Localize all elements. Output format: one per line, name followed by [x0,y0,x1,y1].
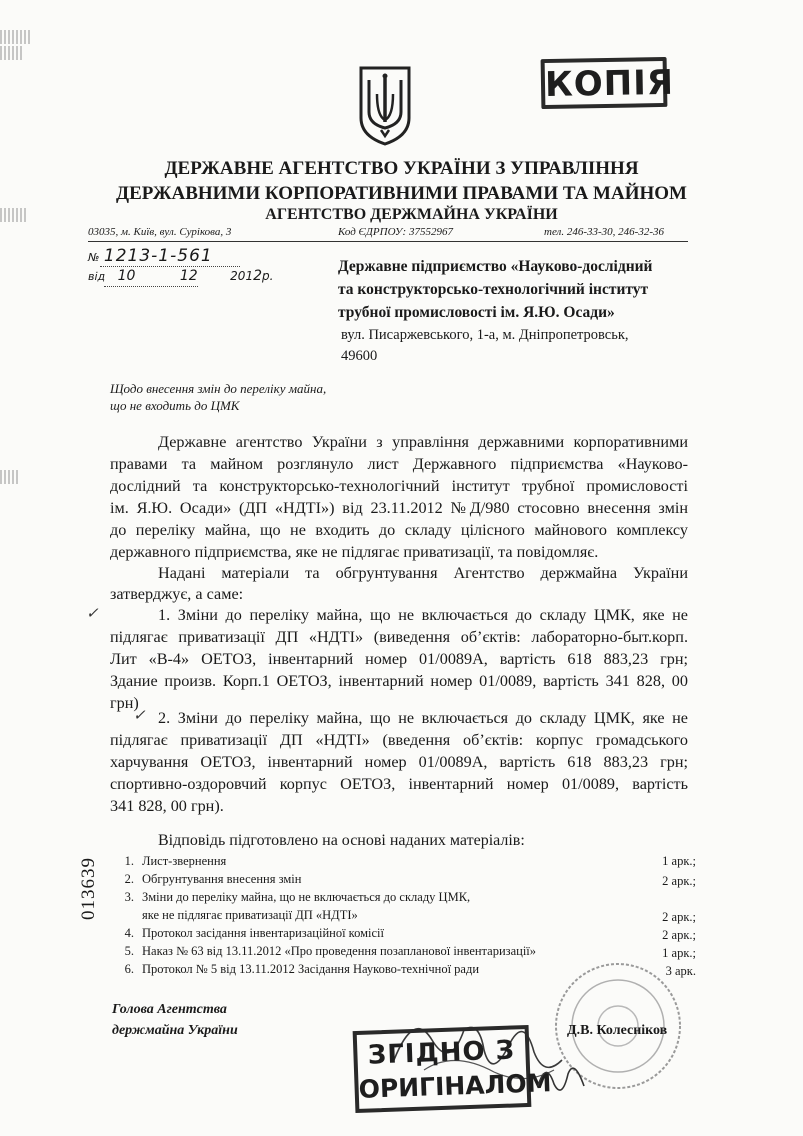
attachment-pages: 1 арк.; [662,946,696,960]
scan-edge-mark [0,470,20,484]
attachment-number: 6. [124,962,134,976]
agency-name-line-2: ДЕРЖАВНИМИ КОРПОРАТИВНИМИ ПРАВАМИ ТА МАЙНОМ [116,183,687,204]
checkmark-icon: ✓ [86,606,99,622]
subject-line-1: Щодо внесення змін до переліку майна, [110,381,327,396]
attachment-pages: 2 арк.; [662,874,696,888]
registration-number: № 1213-1-561 [88,246,213,266]
item-1-line: підлягає приватизації ДП «НДТІ» (виведення об’єктів: лабораторно-быт.корп. [110,628,688,646]
attachment-title: Наказ № 63 від 13.11.2012 «Про проведення позапланової інвентаризації» [142,944,537,958]
subject-line-2: що не входить до ЦМК [110,398,240,413]
certified-copy-stamp [353,1025,552,1113]
item-1-line: 1. Зміни до переліку майна, що не включається до складу ЦМК, яке не [158,606,688,624]
body-line: ім. Я.Ю. Осади» (ДП «НДТІ») від 23.11.2012 №Д/980 стосовно внесення змін [110,499,688,517]
attachment-number: 5. [124,944,134,958]
attachment-number: 1. [124,854,134,868]
registration-date: від 10 12 2012р. [88,268,274,284]
signatory-title-line-1: Голова Агентства [112,1002,227,1017]
item-1-line: Здание произв. Корп.1 ОЕТОЗ, інвентарний номер 01/0089, вартість 341 828, 00 [110,672,688,690]
recipient-address: вул. Писаржевського, 1-а, м. Дніпропетровськ, [341,327,629,343]
body-line: Надані матеріали та обгрунтування Агентство держмайна України [158,564,688,582]
body-line: дослідний та конструкторсько-технологічний інститут трубної промисловості [110,477,688,495]
coat-of-arms-icon [355,64,415,148]
item-1-line: грн) [110,694,139,712]
agency-address: 03035, м. Київ, вул. Сурікова, 3 [88,226,232,238]
side-registration-number: 013639 [78,857,99,920]
item-2-line: 341 828, 00 грн). [110,797,224,815]
item-2-line: харчування ОЕТОЗ, інвентарний номер 01/0089А, вартість 618 883,23 грн; [110,753,688,771]
certified-copy-stamp-line-2: ОРИГІНАЛОМ [358,1068,552,1104]
recipient-line-2: та конструкторсько-технологічний інститут [338,281,649,298]
body-line: до переліку майна, що не входить до складу цілісного майнового комплексу [110,521,688,539]
agency-phones: тел. 246-33-30, 246-32-36 [544,226,665,238]
attachment-number: 3. [124,890,134,904]
registration-number-line [100,266,240,267]
attachment-number: 2. [124,872,134,886]
attachment-pages: 3 арк. [665,964,696,978]
attachment-title: Протокол № 5 від 13.11.2012 Засідання Науково-технічної ради [142,962,480,976]
attachment-pages: 1 арк.; [662,854,696,868]
attachment-title: Лист-звернення [142,854,227,868]
scan-edge-mark [0,46,22,60]
body-line: державного підприємства, яке не підлягає приватизації, та повідомляє. [110,543,599,561]
copy-stamp: КОПІЯ [541,57,668,109]
attachments-intro: Відповідь підготовлено на основі наданих матеріалів: [158,832,525,849]
recipient-line-1: Державне підприємство «Науково-дослідний [338,258,653,275]
body-line: затверджує, а саме: [110,585,244,603]
registration-date-line [104,286,198,287]
attachment-pages: 2 арк.; [662,910,696,924]
agency-short-name: АГЕНТСТВО ДЕРЖМАЙНА УКРАЇНИ [265,206,558,223]
attachment-title-cont: яке не підлягає приватизації ДП «НДТІ» [142,908,358,922]
attachment-title: Зміни до переліку майна, що не включається до складу ЦМК, [142,890,471,904]
body-line: Державне агентство України з управління державними корпоративними [158,433,688,451]
agency-edrpou: Код ЄДРПОУ: 37552967 [338,226,453,238]
item-2-line: 2. Зміни до переліку майна, що не включається до складу ЦМК, яке не [158,709,688,727]
scan-edge-mark [0,30,30,44]
body-line: правами та майном розглянуло лист Державного підприємства «Науково- [110,455,688,473]
agency-name-line-1: ДЕРЖАВНЕ АГЕНТСТВО УКРАЇНИ З УПРАВЛІННЯ [164,158,639,179]
attachment-number: 4. [124,926,134,940]
recipient-line-3: трубної промисловості ім. Я.Ю. Осади» [338,304,615,321]
item-2-line: спортивно-оздоровчий корпус ОЕТОЗ, інвентарний номер 01/0089, вартість [110,775,688,793]
checkmark-icon: ✓ [133,708,146,724]
initials-scribble-icon [532,1056,592,1100]
header-divider [88,241,688,242]
attachment-title: Обгрунтування внесення змін [142,872,302,886]
signatory-name: Д.В. Колесніков [567,1023,668,1038]
item-1-line: Лит «В-4» ОЕТОЗ, інвентарний номер 01/0089А, вартість 618 883,23 грн; [110,650,688,668]
recipient-postcode: 49600 [341,348,378,364]
attachment-title: Протокол засідання інвентаризаційної комісії [142,926,384,940]
item-2-line: підлягає приватизації ДП «НДТІ» (введення об’єктів: корпус громадського [110,731,688,749]
signatory-title-line-2: держмайна України [112,1023,238,1038]
certified-copy-stamp-line-1: ЗГІДНО З [367,1035,516,1071]
attachment-pages: 2 арк.; [662,928,696,942]
